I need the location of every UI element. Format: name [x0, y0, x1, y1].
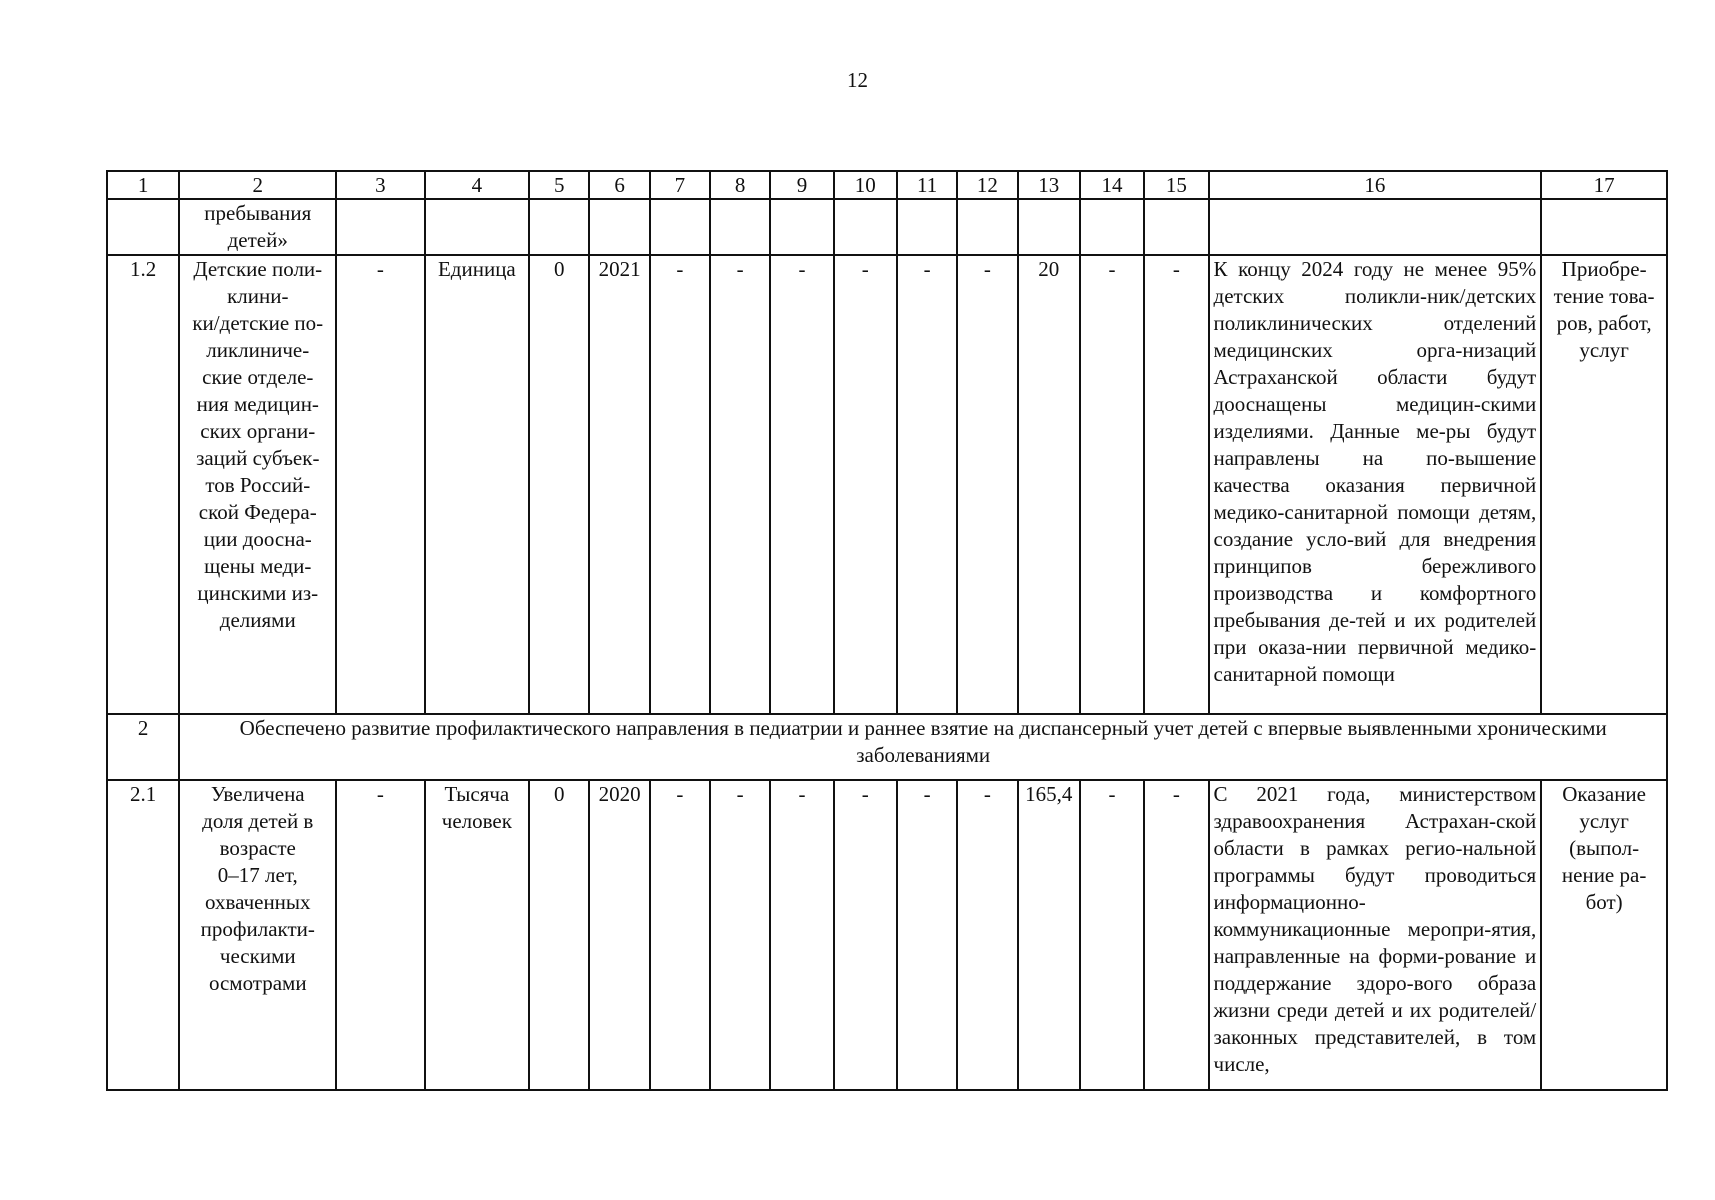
section-row-2 [107, 714, 1667, 780]
base-year-cell: 2021 [589, 255, 649, 714]
type-cell [1541, 255, 1667, 714]
table-cell: - [770, 255, 833, 714]
table-cell: - [770, 780, 833, 1090]
column-header: 7 [650, 171, 710, 199]
table-cell: - [710, 255, 770, 714]
table-cell: - [897, 780, 957, 1090]
table-cell [1541, 199, 1667, 255]
base-year-cell: 2020 [589, 780, 649, 1090]
column-header: 16 [1209, 171, 1542, 199]
unit-cell [425, 780, 530, 1090]
table-cell [770, 199, 833, 255]
table-cell [1144, 199, 1208, 255]
unit-text: Тысяча человек [441, 782, 512, 833]
description-cell: К концу 2024 году не менее 95% детских поликли-ник/детских поликлинических отделений медицинских орга-низаций Астраханской области будут дооснащены медицин-скими изделиями. Данные ме-ры будут направлены на по-вышение качества оказания первичной медико-санитарной помощи детям, создание усло-вий для внедрения принципов бережливого производства и комфортного пребывания де-тей и их родителей при оказа-нии первичной медико-санитарной помощи [1209, 255, 1542, 714]
type-cell [1541, 780, 1667, 1090]
column-header: 13 [1018, 171, 1080, 199]
table-cell [336, 199, 424, 255]
table-cell [834, 199, 897, 255]
table-header-row [107, 171, 1667, 199]
base-value-cell: 0 [529, 255, 589, 714]
table-cell: - [834, 780, 897, 1090]
table-cell [650, 199, 710, 255]
table-cell: - [710, 780, 770, 1090]
column-header: 8 [710, 171, 770, 199]
table-row-2-1 [107, 780, 1667, 1090]
section-title: Обеспечено развитие профилактического направления в педиатрии и раннее взятие на диспансерный учет детей с впервые выявленными хроническими заболеваниями [179, 714, 1667, 780]
continuation-row [107, 199, 1667, 255]
column-header: 3 [336, 171, 424, 199]
table-cell [710, 199, 770, 255]
type-text: Приобре- тение това- ров, работ, услуг [1553, 257, 1655, 362]
table-cell [1209, 199, 1542, 255]
table-cell: - [957, 255, 1017, 714]
type-text: Оказание услуг (выпол- нение ра- бот) [1561, 782, 1647, 914]
table-cell: - [1080, 255, 1144, 714]
document-table [106, 170, 1668, 1091]
column-header: 15 [1144, 171, 1208, 199]
column-header: 12 [957, 171, 1017, 199]
table-cell [529, 199, 589, 255]
table-cell: - [336, 255, 424, 714]
table-cell [589, 199, 649, 255]
indicator-name-text: Увеличена доля детей в возрасте 0–17 лет, охваченных профилакти- ческими осмотрами [200, 782, 315, 995]
table-cell: - [957, 780, 1017, 1090]
column-header: 10 [834, 171, 897, 199]
indicator-name-text: Детские поли- клини- ки/детские по- ликлиниче- ские отделе- ния медицин- ских органи- заций субъек- тов Россий- ской Федера- ции доосна- щены меди- цинскими из- делиями [192, 257, 324, 632]
column-header: 17 [1541, 171, 1667, 199]
table-row-1-2 [107, 255, 1667, 714]
indicator-name [179, 780, 336, 1090]
indicator-name-continuation: пребывания детей» [179, 199, 336, 255]
table-cell: - [1080, 780, 1144, 1090]
column-header: 5 [529, 171, 589, 199]
page-number: 12 [847, 68, 868, 92]
table-cell: - [650, 780, 710, 1090]
table-cell: - [1144, 780, 1208, 1090]
column-header: 2 [179, 171, 336, 199]
column-header: 9 [770, 171, 833, 199]
table-cell [425, 199, 530, 255]
column-header: 1 [107, 171, 179, 199]
table-cell: - [336, 780, 424, 1090]
section-number: 2 [107, 714, 179, 780]
table-cell [1018, 199, 1080, 255]
row-number: 1.2 [107, 255, 179, 714]
table-cell [107, 199, 179, 255]
target-value-cell: 20 [1018, 255, 1080, 714]
base-value-cell: 0 [529, 780, 589, 1090]
description-cell: С 2021 года, министерством здравоохранения Астрахан-ской области в рамках регио-нальной программы будут проводиться информационно-коммуникационные меропри-ятия, направленные на форми-рование и поддержание здоро-вого образа жизни среди детей и их родителей/законных представителей, в том числе, [1209, 780, 1542, 1090]
table-cell: - [1144, 255, 1208, 714]
table-cell: - [897, 255, 957, 714]
column-header: 11 [897, 171, 957, 199]
table-cell [1080, 199, 1144, 255]
table-cell: - [650, 255, 710, 714]
table-cell: - [834, 255, 897, 714]
target-value-cell: 165,4 [1018, 780, 1080, 1090]
table-cell [897, 199, 957, 255]
column-header: 4 [425, 171, 530, 199]
indicator-name [179, 255, 336, 714]
column-header: 14 [1080, 171, 1144, 199]
column-header: 6 [589, 171, 649, 199]
table-cell [957, 199, 1017, 255]
row-number: 2.1 [107, 780, 179, 1090]
unit-cell: Единица [425, 255, 530, 714]
